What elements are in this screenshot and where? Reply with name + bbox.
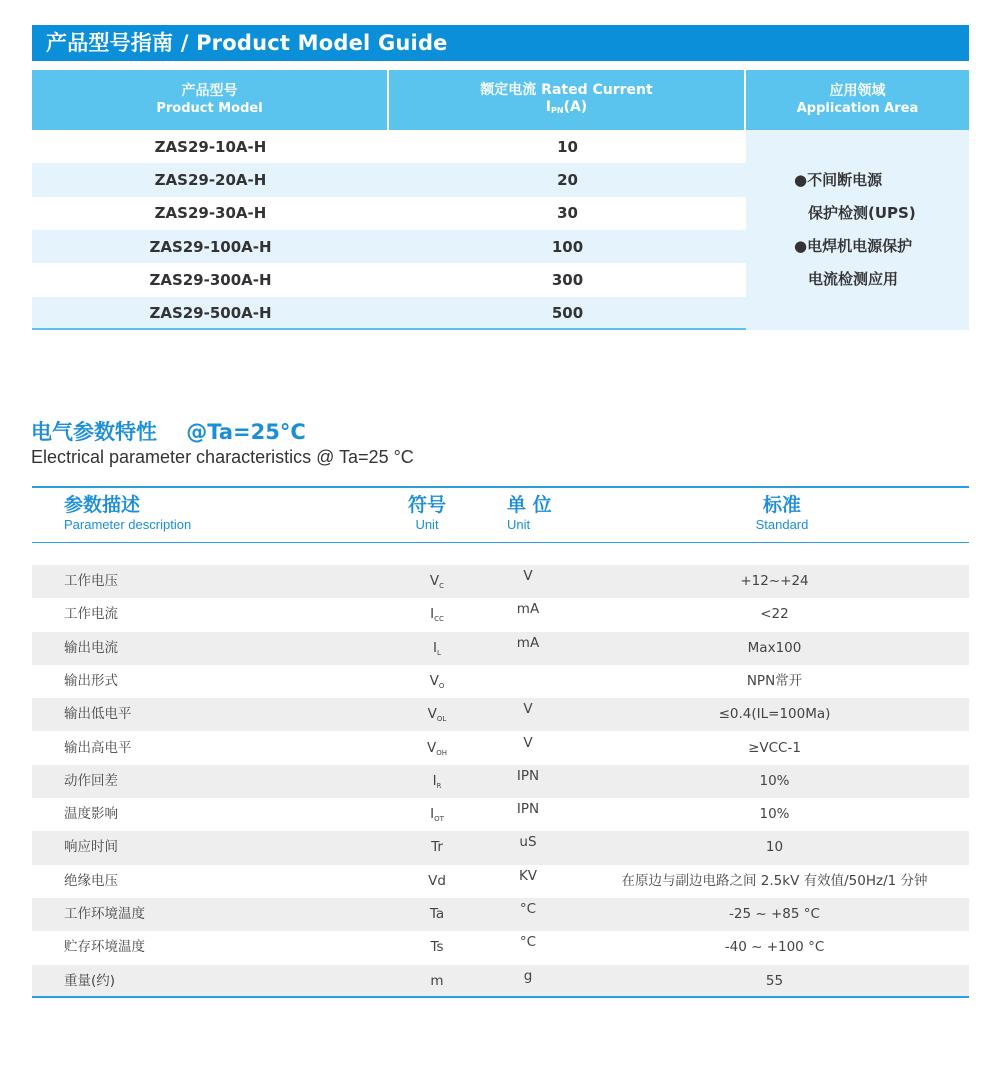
application-area-cell xyxy=(746,130,969,330)
param-description: 工作电流 xyxy=(64,606,118,623)
param-description: 工作环境温度 xyxy=(64,906,145,922)
table-row xyxy=(32,865,969,898)
current-cell: 500 xyxy=(551,304,584,323)
product-model-guide-banner: 产品型号指南 / Product Model Guide xyxy=(32,25,969,61)
param-symbol: $V_{OL}$ xyxy=(427,706,447,724)
param-standard: -25 ~ +85 °C xyxy=(729,906,820,922)
param-table-top-line xyxy=(32,486,969,488)
table-row xyxy=(32,698,969,731)
param-standard: 在原边与副边电路之间 2.5kV 有效值/50Hz/1 分钟 xyxy=(621,872,928,889)
current-cell: 300 xyxy=(551,270,584,289)
header-application-area xyxy=(746,70,969,130)
header-unit: 单 位 Unit xyxy=(507,494,552,532)
application-item: ●电焊机电源保护 xyxy=(794,237,913,255)
table-row xyxy=(32,831,969,864)
electrical-section-subtitle: Electrical parameter characteristics @ Ta=25 °C xyxy=(31,447,414,467)
guide-bottom-divider xyxy=(32,328,746,330)
param-standard: 10 xyxy=(765,839,784,856)
current-cell: 30 xyxy=(557,204,578,223)
header-standard: 标准 Standard xyxy=(755,494,809,532)
header-current-label: 额定电流 Rated Current xyxy=(480,81,653,98)
param-symbol: Vd xyxy=(428,872,446,889)
header-rated-current xyxy=(389,70,744,130)
current-cell: 100 xyxy=(551,237,584,256)
table-row xyxy=(32,197,746,230)
param-table-header-line xyxy=(32,542,969,543)
param-symbol: $I_L$ xyxy=(433,639,441,657)
header-model-en: Product Model xyxy=(156,101,263,116)
param-description: 输出电流 xyxy=(64,639,118,656)
guide-table-header xyxy=(32,70,969,130)
application-item: 保护检测(UPS) xyxy=(808,204,916,222)
param-standard: 10% xyxy=(759,772,790,789)
param-unit: KV xyxy=(518,867,538,884)
header-parameter-description: 参数描述 Parameter description xyxy=(64,494,192,532)
table-row xyxy=(32,798,969,831)
model-cell: ZAS29-100A-H xyxy=(149,237,272,256)
param-description: 输出低电平 xyxy=(64,706,132,723)
current-cell: 10 xyxy=(557,137,578,156)
table-row xyxy=(32,931,969,964)
table-row xyxy=(32,632,969,665)
param-symbol: Tr xyxy=(431,839,443,856)
table-row xyxy=(32,765,969,798)
param-standard: ≤0.4(IL=100Ma) xyxy=(718,706,831,723)
header-symbol: 符号 Unit xyxy=(407,494,446,532)
model-cell: ZAS29-500A-H xyxy=(149,304,272,323)
table-row xyxy=(32,263,746,296)
param-description: 动作回差 xyxy=(64,772,118,789)
param-symbol: $I_R$ xyxy=(432,772,442,790)
electrical-section-title: 电气参数特性 @Ta=25°C xyxy=(31,420,306,444)
param-standard: ≥VCC-1 xyxy=(748,739,801,756)
param-description: 响应时间 xyxy=(64,839,118,856)
param-table-bottom-line xyxy=(32,996,969,998)
param-description: 工作电压 xyxy=(64,573,118,589)
header-model-zh: 产品型号 xyxy=(181,83,238,99)
table-row xyxy=(32,898,969,931)
param-unit: mA xyxy=(516,634,540,651)
param-symbol: $V_O$ xyxy=(429,672,445,690)
param-unit: mA xyxy=(516,601,540,618)
table-row xyxy=(32,965,969,998)
param-symbol: $V_C$ xyxy=(429,573,445,590)
header-current-symbol: $I_{PN}(A)$ xyxy=(545,98,588,115)
param-symbol: m xyxy=(430,972,444,989)
param-standard: -40 ~ +100 °C xyxy=(724,939,825,956)
param-standard: Max100 xyxy=(747,639,802,656)
param-unit: °C xyxy=(519,934,537,951)
model-cell: ZAS29-10A-H xyxy=(154,137,267,156)
param-unit: uS xyxy=(519,834,537,851)
param-description: 输出形式 xyxy=(64,672,118,689)
param-unit: V xyxy=(523,568,533,584)
header-product-model xyxy=(32,70,387,130)
table-row xyxy=(32,732,969,765)
param-description: 贮存环境温度 xyxy=(64,939,145,956)
param-unit: IPN xyxy=(516,801,540,818)
param-unit: V xyxy=(523,734,533,751)
table-row xyxy=(32,230,746,263)
table-row xyxy=(32,565,969,598)
param-symbol: $I_{CC}$ xyxy=(430,606,444,624)
current-cell: 20 xyxy=(557,170,578,189)
param-symbol: Ta xyxy=(429,906,445,922)
param-standard: +12~+24 xyxy=(740,573,809,589)
table-row xyxy=(32,163,746,196)
table-row xyxy=(32,130,746,163)
param-unit: °C xyxy=(519,901,537,917)
param-description: 输出高电平 xyxy=(64,739,132,756)
model-cell: ZAS29-300A-H xyxy=(149,270,272,289)
application-item: 电流检测应用 xyxy=(808,270,899,288)
param-description: 重量(约) xyxy=(64,972,116,989)
param-standard: 55 xyxy=(765,972,784,989)
table-row xyxy=(32,297,746,330)
param-unit: IPN xyxy=(516,767,540,784)
param-description: 温度影响 xyxy=(64,806,118,823)
param-unit: g xyxy=(523,967,533,984)
header-app-zh: 应用领域 xyxy=(829,83,886,99)
model-cell: ZAS29-30A-H xyxy=(154,204,267,223)
application-item: ●不间断电源 xyxy=(794,171,883,189)
param-symbol: Ts xyxy=(430,939,444,956)
table-row xyxy=(32,598,969,631)
param-symbol: $V_{OH}$ xyxy=(426,739,448,757)
param-standard: NPN常开 xyxy=(746,672,803,689)
model-cell: ZAS29-20A-H xyxy=(154,170,267,189)
param-standard: <22 xyxy=(760,606,789,623)
param-unit: V xyxy=(523,701,533,718)
param-symbol: $I_{OT}$ xyxy=(430,806,444,824)
table-row xyxy=(32,665,969,698)
param-standard: 10% xyxy=(759,806,790,823)
header-app-en: Application Area xyxy=(796,101,919,116)
param-description: 绝缘电压 xyxy=(64,872,118,889)
